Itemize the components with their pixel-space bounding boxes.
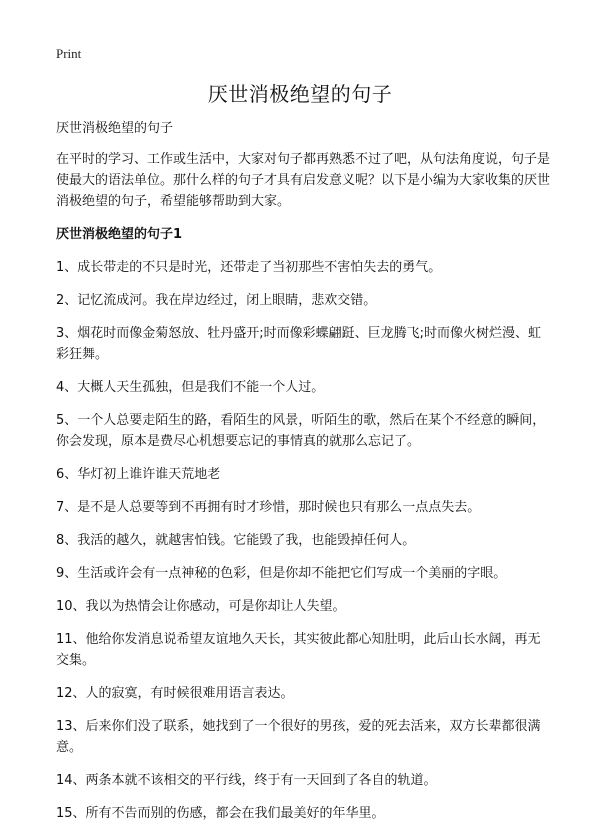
list-item: 7、是不是人总要等到不再拥有时才珍惜，那时候也只有那么一点点失去。 xyxy=(56,500,481,515)
list-item: 11、他给你发消息说希望友谊地久天长，其实彼此都心知肚明，此后山长水阔，再无交集。 xyxy=(56,632,541,668)
list-item: 2、记忆流成河。我在岸边经过，闭上眼睛，悲欢交错。 xyxy=(56,293,377,308)
document-subtitle: 厌世消极绝望的句子 xyxy=(56,121,174,136)
list-item: 4、大概人天生孤独，但是我们不能一个人过。 xyxy=(56,380,325,395)
print-link[interactable]: Print xyxy=(56,46,82,61)
list-item: 14、两条本就不该相交的平行线，终于有一天回到了各自的轨道。 xyxy=(56,773,437,788)
document-body xyxy=(56,118,550,836)
list-item: 5、一个人总要走陌生的路，看陌生的风景，听陌生的歌，然后在某个不经意的瞬间，你会发现，原本是费尽心机想要忘记的事情真的就那么忘记了。 xyxy=(56,413,546,449)
intro-paragraph: 在平时的学习、工作或生活中，大家对句子都再熟悉不过了吧，从句法角度说，句子是使最大的语法单位。那什么样的句子才具有启发意义呢？以下是小编为大家收集的厌世消极绝望的句子，希望能够帮助到大家。 xyxy=(56,152,551,209)
list-item: 10、我以为热情会让你感动，可是你却让人失望。 xyxy=(56,599,346,614)
list-item: 12、人的寂寞，有时候很难用语言表达。 xyxy=(56,686,294,701)
list-item: 3、烟花时而像金菊怒放、牡丹盛开;时而像彩蝶翩跹、巨龙腾飞;时而像火树烂漫、虹彩狂舞。 xyxy=(56,326,542,362)
list-item: 15、所有不告而别的伤感，都会在我们最美好的年华里。 xyxy=(56,806,385,821)
section-heading: 厌世消极绝望的句子1 xyxy=(56,227,183,242)
list-item: 8、我活的越久，就越害怕钱。它能毁了我，也能毁掉任何人。 xyxy=(56,533,416,548)
list-item: 6、华灯初上谁许谁天荒地老 xyxy=(56,467,221,482)
page-title: 厌世消极绝望的句子 xyxy=(207,82,393,106)
list-item: 13、后来你们没了联系，她找到了一个很好的男孩，爱的死去活来，双方长辈都很满意。 xyxy=(56,719,541,755)
list-item: 9、生活或许会有一点神秘的色彩，但是你却不能把它们写成一个美丽的字眼。 xyxy=(56,566,507,581)
list-item: 1、成长带走的不只是时光，还带走了当初那些不害怕失去的勇气。 xyxy=(56,260,442,275)
